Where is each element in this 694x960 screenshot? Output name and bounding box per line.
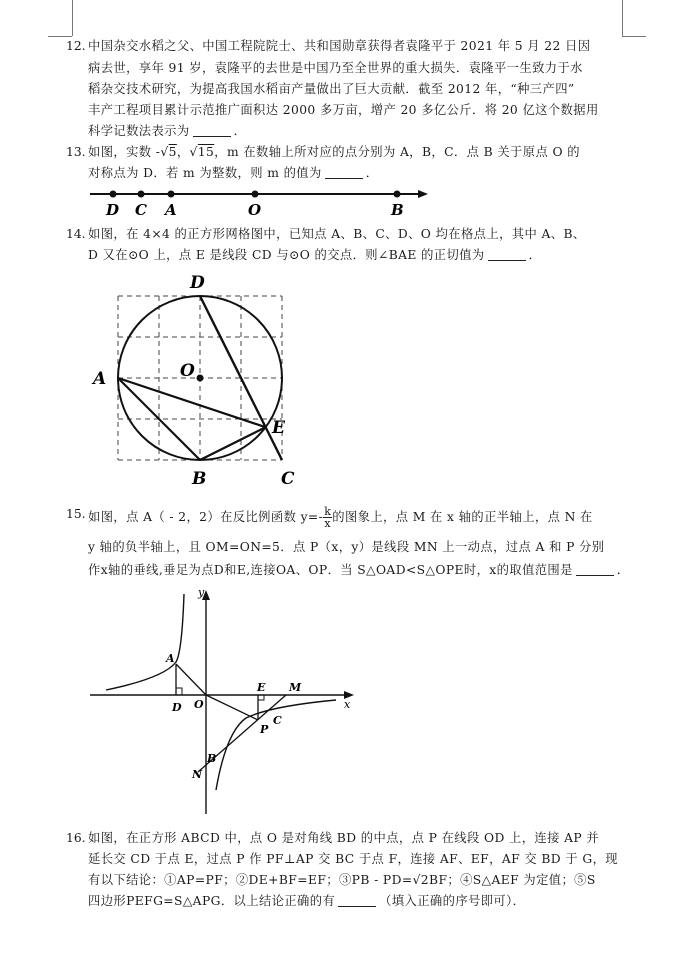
- q16-line-1: 如图，在正方形 ABCD 中，点 O 是对角线 BD 的中点，点 P 在线段 OD 上，连接 AP 并: [88, 831, 600, 845]
- q15-label-m: M: [289, 681, 302, 694]
- q13-sep: ，: [176, 145, 190, 159]
- q15-label-n: N: [192, 768, 203, 781]
- q15-label-y: y: [198, 586, 205, 599]
- q14-line-1: 如图，在 4×4 的正方形网格图中，已知点 A、B、C、D、O 均在格点上，其中 A、B、: [88, 227, 586, 241]
- q13-point-a: [168, 191, 175, 198]
- q15-segment-op: [206, 695, 258, 720]
- q12-tail: ．: [233, 124, 247, 138]
- q14-tail: ．: [528, 248, 542, 262]
- q15-fraction: [323, 506, 332, 529]
- q14-label-d: D: [190, 273, 205, 293]
- q15-tail: ．: [616, 563, 630, 577]
- q13-sqrt-1: √5: [160, 145, 177, 159]
- q15-text-b: 的图象上，点 M 在 x 轴的正半轴上，点 N 在: [332, 510, 593, 524]
- q14-label-o: O: [180, 361, 195, 381]
- q16-answer-blank: [338, 895, 376, 907]
- q13-line-2: [88, 165, 378, 181]
- q14-number: 14.: [66, 227, 86, 241]
- q13-sqrt-2: √15: [189, 145, 215, 159]
- q13-point-c: [138, 191, 145, 198]
- q14-answer-blank: [488, 249, 526, 261]
- q13-axis-arrow: [418, 190, 428, 198]
- q14-label-e: E: [272, 418, 285, 438]
- q12-line-5-text: 科学记数法表示为: [88, 124, 190, 138]
- q15-label-p: P: [260, 723, 269, 736]
- q13-line-1: [88, 144, 580, 160]
- q14-segment-be: [200, 427, 266, 460]
- q12-line-5: [88, 123, 246, 139]
- q13-tail: ．: [365, 166, 379, 180]
- q15-label-b: B: [207, 752, 217, 765]
- q15-frac-den: x: [324, 517, 332, 530]
- q15-label-o: O: [194, 698, 204, 711]
- q15-label-a: A: [166, 652, 175, 665]
- q16-line-3: 有以下结论：①AP=PF；②DE+BF=EF；③PB - PD=√2BF；④S△AEF 为定值；⑤S: [88, 873, 596, 887]
- q15-line-2: y 轴的负半轴上，且 OM=ON=5．点 P（x，y）是线段 MN 上一动点，过点 A 和 P 分别: [88, 540, 605, 554]
- q14-grid-figure: [88, 266, 318, 492]
- q13-label-o: O: [248, 201, 262, 219]
- q15-label-c: C: [273, 714, 282, 727]
- q13-label-c: C: [135, 201, 147, 219]
- q16-tail: （填入正确的序号即可）．: [379, 894, 526, 908]
- q15-line-1: [88, 506, 593, 529]
- q14-label-a: A: [93, 369, 107, 389]
- corner-mark-right-h: [622, 36, 646, 37]
- q12-answer-blank: [193, 125, 231, 137]
- q15-label-d: D: [172, 701, 182, 714]
- q13-point-d: [110, 191, 117, 198]
- q15-frac-num: k: [324, 505, 332, 518]
- q13-sqrt-1-radicand: 5: [168, 145, 177, 159]
- q15-label-x: x: [344, 698, 351, 711]
- q13-point-b: [394, 191, 401, 198]
- q15-coordinate-figure: [86, 582, 366, 820]
- q15-answer-blank: [576, 564, 614, 576]
- q15-line-3-text: 作x轴的垂线,垂足为点D和E,连接OA、OP．当 S△OAD<S△OPE时，x的取值范围是: [88, 563, 573, 577]
- q12-number: 12.: [66, 39, 86, 53]
- q12-line-2: 病去世，享年 91 岁，袁隆平的去世是中国乃至全世界的重大损失．袁隆平一生致力于水: [88, 61, 583, 75]
- q14-center-o: [197, 375, 204, 382]
- corner-mark-right: [622, 0, 623, 36]
- q14-label-b: B: [192, 469, 207, 489]
- q15-number: 15.: [66, 507, 86, 521]
- q15-right-angle-d: [176, 688, 182, 695]
- q14-line-2: [88, 247, 541, 263]
- q13-number-line: [86, 184, 436, 220]
- q16-number: 16.: [66, 831, 86, 845]
- q15-hyperbola-left: [106, 594, 184, 690]
- q12-line-3: 稻杂交技术研究，为提高我国水稻亩产量做出了巨大贡献．截至 2012 年，“种三产四”: [88, 82, 575, 96]
- q13-sqrt-2-radicand: 15: [197, 145, 215, 159]
- q13-point-o: [252, 191, 259, 198]
- q15-text-a: 如图，点 A（ - 2，2）在反比例函数 y=-: [88, 510, 324, 524]
- q13-label-d: D: [106, 201, 120, 219]
- q14-label-c: C: [281, 469, 295, 489]
- q15-right-angle-e: [258, 695, 264, 700]
- q13-text-b: ，m 在数轴上所对应的点分别为 A，B，C．点 B 关于原点 O 的: [214, 145, 580, 159]
- q16-line-2: 延长交 CD 于点 E，过点 P 作 PF⊥AP 交 BC 于点 F，连接 AF、EF，AF 交 BD 于 G，现: [88, 852, 618, 866]
- q13-label-a: A: [165, 201, 177, 219]
- q16-line-4-text: 四边形PEFG=S△APG．以上结论正确的有: [88, 894, 336, 908]
- q13-text-a: 如图，实数 -: [88, 145, 161, 159]
- q15-line-3: [88, 562, 630, 578]
- q15-label-e: E: [257, 681, 266, 694]
- q16-line-4: [88, 893, 525, 909]
- q12-line-1: 中国杂交水稻之父、中国工程院院士、共和国勋章获得者袁隆平于 2021 年 5 月 22 日因: [88, 39, 591, 53]
- q15-segment-oa: [176, 664, 206, 695]
- q13-label-b: B: [391, 201, 404, 219]
- q13-line-2-text: 对称点为 D．若 m 为整数，则 m 的值为: [88, 166, 322, 180]
- corner-mark-left-h: [48, 36, 72, 37]
- q14-line-2-text: D 又在⊙O 上，点 E 是线段 CD 与⊙O 的交点．则∠BAE 的正切值为: [88, 248, 485, 262]
- q13-number: 13.: [66, 145, 86, 159]
- q12-line-4: 丰产工程项目累计示范推广面积达 2000 多万亩，增产 20 多亿公斤．将 20 亿这个数据用: [88, 103, 599, 117]
- corner-mark-left: [72, 0, 73, 36]
- q13-answer-blank: [325, 167, 363, 179]
